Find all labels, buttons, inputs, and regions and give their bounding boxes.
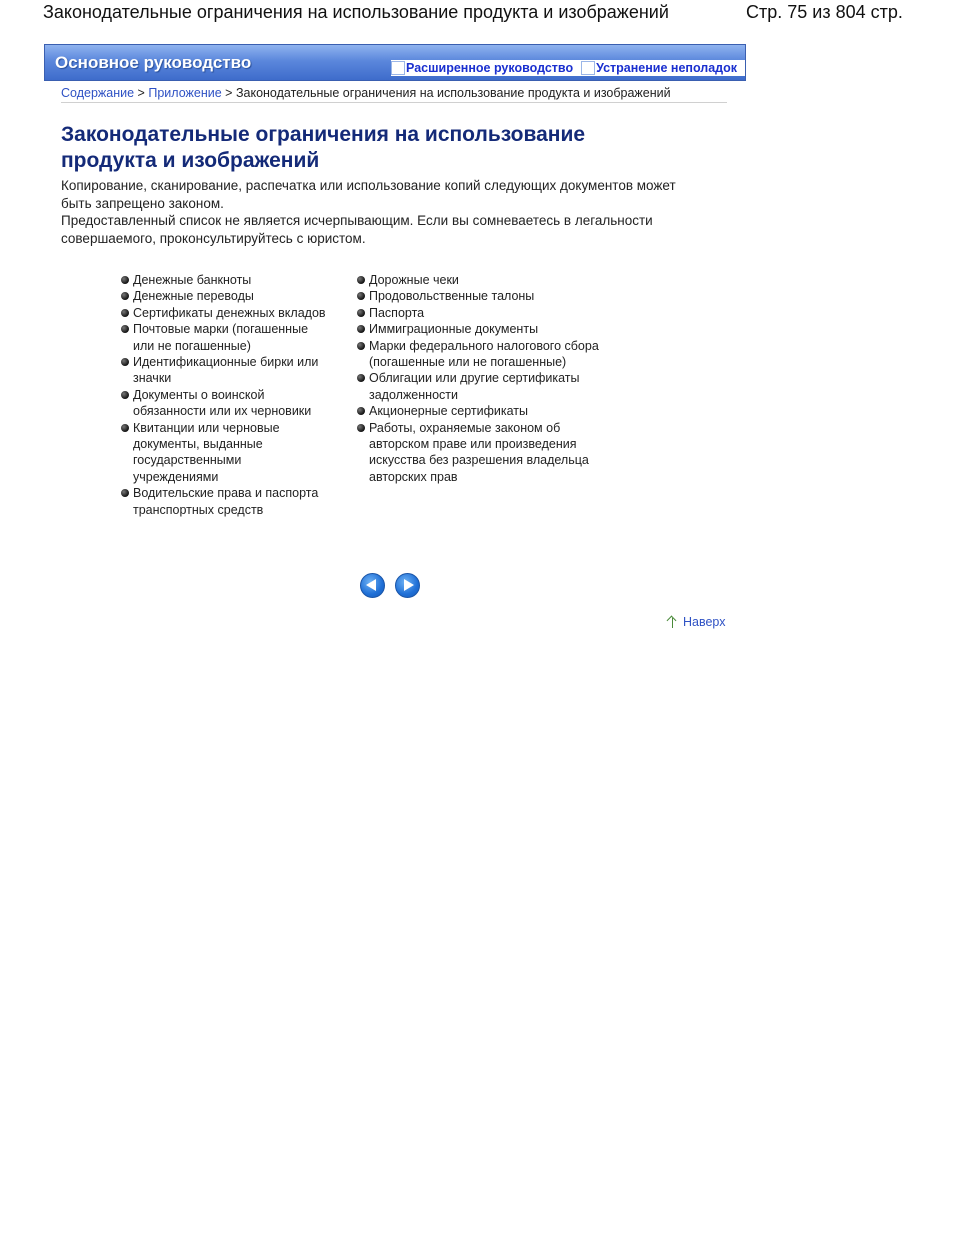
arrow-up-icon — [667, 615, 679, 629]
list-item-text: Идентификационные бирки или — [133, 355, 319, 370]
tab-square-icon — [391, 61, 405, 75]
list-item-text: Паспорта — [369, 305, 425, 320]
list-item — [355, 288, 605, 304]
list-item-text: обязанности или их черновики — [133, 404, 312, 419]
breadcrumb-separator: > — [225, 86, 233, 100]
list-item-text: или не погашенные) — [133, 338, 251, 353]
list-item — [119, 485, 339, 518]
list-item-text: Марки федерального налогового сбора — [369, 338, 599, 353]
list-item — [355, 272, 605, 288]
list-item-text: государственными — [133, 453, 242, 468]
list-item-text: Сертификаты денежных вкладов — [133, 305, 326, 320]
list-item — [119, 305, 339, 321]
list-item-text: авторском праве или произведения — [369, 437, 577, 452]
previous-page-icon[interactable] — [360, 573, 385, 598]
restricted-documents-list-right — [355, 272, 605, 485]
list-item-text: Денежные банкноты — [133, 273, 252, 287]
guide-bar — [44, 44, 746, 81]
back-to-top-label: Наверх — [683, 615, 726, 629]
intro-p2-line2: совершаемого, проконсультируйтесь с юристом. — [61, 230, 366, 246]
list-item-text: Дорожные чеки — [369, 273, 459, 287]
list-item-text: Документы о воинской — [133, 387, 265, 402]
list-item-text: Акционерные сертификаты — [369, 404, 529, 419]
list-item-text: транспортных средств — [133, 502, 264, 517]
list-item-text: Иммиграционные документы — [369, 322, 539, 337]
breadcrumb — [61, 86, 727, 103]
list-item-text: учреждениями — [133, 469, 219, 484]
guide-links — [391, 58, 745, 78]
print-title: Законодательные ограничения на использование продукта и изображений — [43, 2, 669, 22]
list-item-text: Денежные переводы — [133, 289, 254, 304]
breadcrumb-separator: > — [137, 86, 145, 100]
advanced-guide-link[interactable] — [391, 60, 581, 76]
breadcrumb-current: Законодательные ограничения на использование продукта и изображений — [235, 86, 671, 100]
list-item-text: Квитанции или черновые — [133, 420, 280, 435]
troubleshooting-label: Устранение неполадок — [596, 61, 737, 75]
list-item — [355, 370, 605, 403]
list-item — [119, 288, 339, 304]
list-item — [119, 354, 339, 387]
list-item-text: документы, выданные — [133, 437, 263, 452]
list-item — [119, 272, 339, 288]
intro-p2-line1: Предоставленный список не является исчерпывающим. Если вы сомневаетесь в легальности — [61, 213, 653, 228]
list-item-text: Продовольственные талоны — [369, 289, 535, 304]
intro-paragraph-2 — [61, 212, 741, 247]
restricted-documents-list-left — [119, 272, 339, 518]
list-item-text: Облигации или другие сертификаты — [369, 371, 580, 386]
list-item-text: задолженности — [369, 387, 458, 402]
list-item — [355, 321, 605, 337]
page-title-line2: продукта и изображений — [61, 149, 320, 172]
list-item — [119, 321, 339, 354]
list-item — [355, 305, 605, 321]
list-item — [355, 403, 605, 419]
intro-p1-line1: Копирование, сканирование, распечатка или использование копий следующих документов может — [61, 178, 676, 193]
list-item-text: авторских прав — [369, 469, 458, 484]
print-header — [0, 0, 954, 30]
back-to-top-link[interactable] — [667, 615, 726, 629]
list-item — [119, 420, 339, 486]
list-item-text: Почтовые марки (погашенные — [133, 322, 309, 337]
breadcrumb-appendix-link[interactable]: Приложение — [148, 86, 222, 100]
list-item-text: Работы, охраняемые законом об — [369, 420, 561, 435]
next-page-icon[interactable] — [395, 573, 420, 598]
troubleshooting-link[interactable] — [581, 60, 745, 76]
breadcrumb-contents-link[interactable]: Содержание — [61, 86, 135, 100]
intro-p1-line2: быть запрещено законом. — [61, 195, 224, 211]
list-item — [355, 338, 605, 371]
guide-title: Основное руководство — [55, 53, 252, 72]
list-item — [119, 387, 339, 420]
tab-square-icon — [581, 61, 595, 75]
intro-paragraph-1 — [61, 177, 741, 212]
list-item-text: искусства без разрешения владельца — [369, 453, 589, 468]
advanced-guide-label: Расширенное руководство — [406, 61, 574, 75]
list-item-text: значки — [133, 371, 172, 386]
page-title — [61, 122, 741, 174]
list-item-text: (погашенные или не погашенные) — [369, 355, 567, 370]
page-counter: Стр. 75 из 804 стр. — [746, 2, 903, 22]
list-item — [355, 420, 605, 486]
list-item-text: Водительские права и паспорта — [133, 486, 319, 501]
page-title-line1: Законодательные ограничения на использование — [61, 123, 586, 146]
intro-text — [61, 177, 741, 247]
